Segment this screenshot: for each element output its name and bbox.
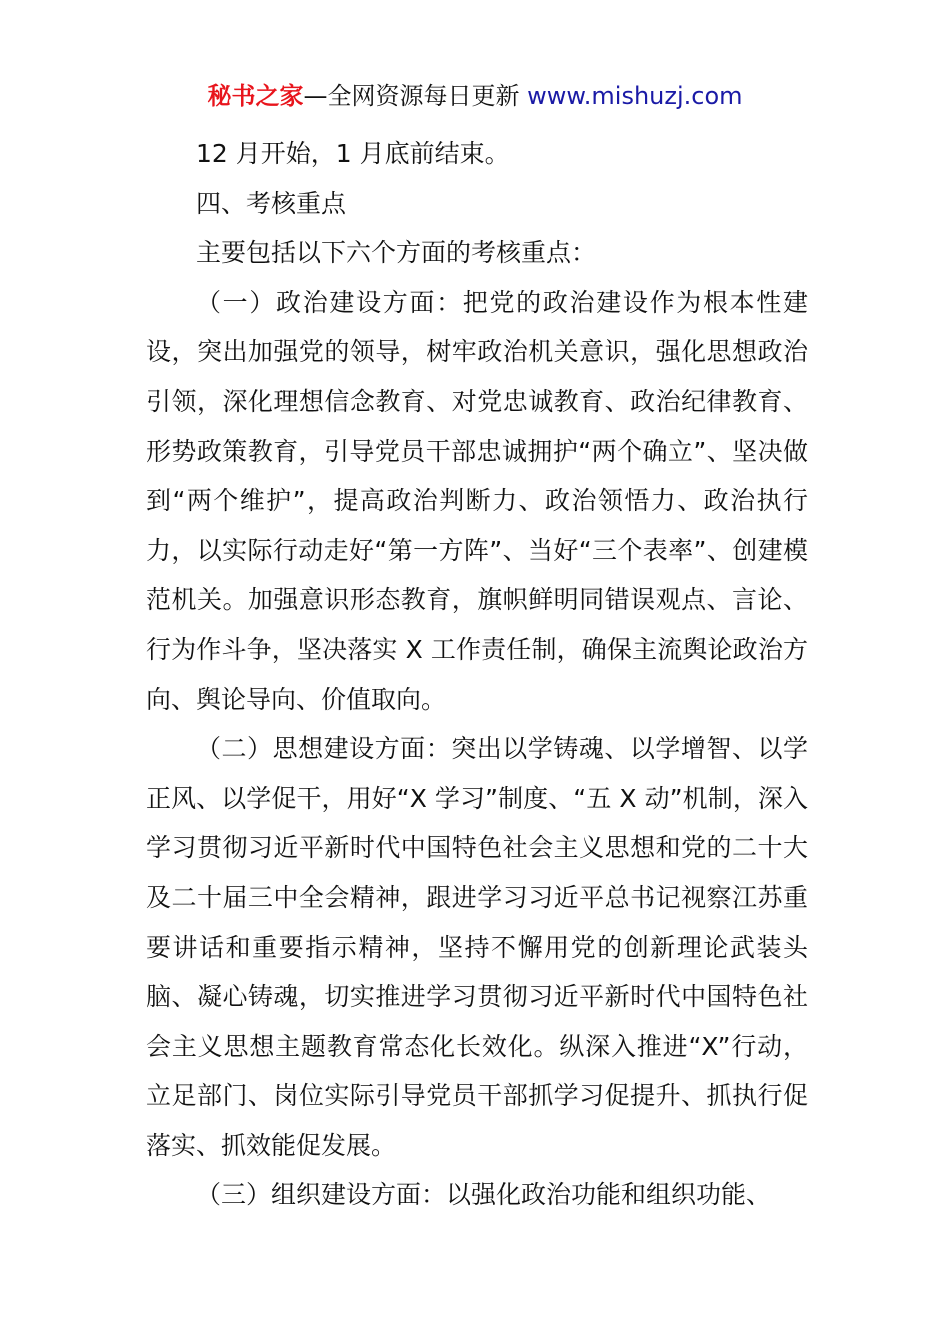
page-header <box>0 78 950 114</box>
document-body <box>146 129 808 1220</box>
paragraph-intro: 主要包括以下六个方面的考核重点： <box>196 238 597 268</box>
site-url[interactable]: www.mishuzj.com <box>527 82 743 110</box>
paragraph-political: （一）政治建设方面：把党的政治建设作为根本性建设，突出加强党的领导，树牢政治机关意识，强化思想政治引领，深化理想信念教育、对党忠诚教育、政治纪律教育、形势政策教育，引导党员干部忠诚拥护“两个确立”、坚决做到“两个维护”，提高政治判断力、政治领悟力、政治执行力，以实际行动走好“第一方阵”、当好“三个表率”、创建模范机关。加强意识形态教育，旗帜鲜明同错误观点、言论、行为作斗争，坚决落实 X 工作责任制，确保主流舆论政治方向、舆论导向、价值取向。 <box>146 287 808 714</box>
paragraph-organizational: （三）组织建设方面：以强化政治功能和组织功能、 <box>196 1180 772 1210</box>
header-slogan: —全网资源每日更新 <box>303 82 528 110</box>
brand-name: 秘书之家 <box>207 82 304 110</box>
paragraph-ideological: （二）思想建设方面：突出以学铸魂、以学增智、以学正风、以学促干，用好“X 学习”制度、“五 X 动”机制，深入学习贯彻习近平新时代中国特色社会主义思想和党的二十大及二十届三中全会精神，跟进学习习近平总书记视察江苏重要讲话和重要指示精神，坚持不懈用党的创新理论武装头脑、凝心铸魂，切实推进学习贯彻习近平新时代中国特色社会主义思想主题教育常态化长效化。纵深入推进“X”行动，立足部门、岗位实际引导党员干部抓学习促提升、抓执行促落实、抓效能促发展。 <box>146 734 808 1160</box>
paragraph-schedule: 12 月开始，1 月底前结束。 <box>196 139 510 168</box>
section-heading-4: 四、考核重点 <box>196 188 347 218</box>
